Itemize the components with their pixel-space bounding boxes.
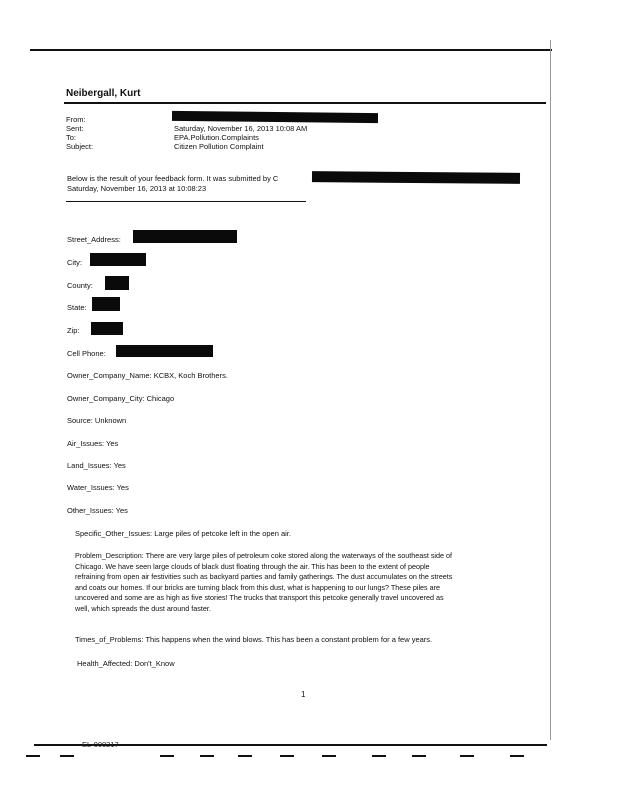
footer-dash bbox=[60, 755, 74, 757]
footer-dash bbox=[238, 755, 252, 757]
problem-description bbox=[75, 551, 525, 615]
sent-label: Sent: bbox=[66, 124, 84, 133]
problem-line-1: Problem_Description: There are very large piles of petroleum coke stored along the waterways of the southeast side of bbox=[75, 551, 453, 560]
street-address-label: Street_Address: bbox=[67, 235, 121, 244]
owner-company-name: Owner_Company_Name: KCBX, Koch Brothers. bbox=[67, 371, 228, 380]
cell-phone-label: Cell Phone: bbox=[67, 349, 106, 358]
top-rule bbox=[30, 49, 552, 51]
source: Source: Unknown bbox=[67, 416, 127, 425]
cell-phone-redaction bbox=[116, 345, 213, 357]
to-value: EPA.Pollution.Complaints bbox=[174, 133, 259, 142]
problem-line-6: well, which spreads the dust around faster. bbox=[75, 603, 211, 613]
footer-dash bbox=[26, 755, 40, 757]
state-label: State: bbox=[67, 303, 87, 312]
problem-line-5: uncovered and some are as high as five stories! The trucks that transport this petcoke generally travel uncovered as bbox=[75, 593, 444, 603]
water-issues: Water_Issues: Yes bbox=[67, 483, 129, 492]
other-issues: Other_Issues: Yes bbox=[67, 506, 128, 515]
problem-line-2: Chicago. We have seen large clouds of black dust floating through the air. This has been to the extent of people bbox=[75, 561, 430, 571]
right-edge-mark bbox=[550, 40, 551, 740]
submitter-redaction bbox=[312, 171, 520, 184]
land-issues: Land_Issues: Yes bbox=[67, 461, 126, 470]
page-number: 1 bbox=[301, 690, 306, 699]
sent-value: Saturday, November 16, 2013 10:08 AM bbox=[174, 124, 308, 133]
from-label: From: bbox=[66, 115, 86, 124]
footer-dash bbox=[412, 755, 426, 757]
footer-dash bbox=[280, 755, 294, 757]
health-affected: Health_Affected: Don't_Know bbox=[77, 659, 175, 668]
air-issues: Air_Issues: Yes bbox=[67, 439, 119, 448]
sender-name: Neibergall, Kurt bbox=[66, 88, 141, 99]
footer-dash bbox=[160, 755, 174, 757]
intro-rule bbox=[66, 201, 306, 202]
times-of-problems: Times_of_Problems: This happens when the wind blows. This has been a constant problem for a few years. bbox=[75, 635, 433, 644]
intro-line-2: Saturday, November 16, 2013 at 10:08:23 bbox=[67, 184, 207, 193]
city-label: City: bbox=[67, 258, 82, 267]
problem-line-3: refraining from open air festivities such as backyard parties and family gatherings. The dust accumulates on the streets bbox=[75, 572, 453, 582]
footer-dash bbox=[510, 755, 524, 757]
county-redaction bbox=[105, 276, 129, 290]
footer-dash bbox=[200, 755, 214, 757]
city-redaction bbox=[90, 253, 146, 266]
header-rule bbox=[64, 102, 546, 104]
footer-dash bbox=[460, 755, 474, 757]
zip-redaction bbox=[91, 322, 123, 335]
state-redaction bbox=[92, 297, 120, 311]
problem-line-4: and coats our homes. If our bricks are turning black from this dust, what is happening to our lungs? These piles are bbox=[75, 582, 441, 592]
street-address-redaction bbox=[133, 230, 237, 243]
from-redaction bbox=[172, 111, 378, 123]
intro-line-1: Below is the result of your feedback form. It was submitted by C bbox=[67, 174, 279, 183]
zip-label: Zip: bbox=[67, 326, 80, 335]
subject-value: Citizen Pollution Complaint bbox=[174, 142, 264, 151]
footer-dash bbox=[322, 755, 336, 757]
subject-label: Subject: bbox=[66, 142, 94, 151]
bates-number: EL-000217 bbox=[82, 740, 119, 749]
owner-company-city: Owner_Company_City: Chicago bbox=[67, 394, 175, 403]
to-label: To: bbox=[66, 133, 77, 142]
specific-other-issues: Specific_Other_Issues: Large piles of petcoke left in the open air. bbox=[75, 529, 291, 538]
footer-dash bbox=[372, 755, 386, 757]
county-label: County: bbox=[67, 281, 93, 290]
